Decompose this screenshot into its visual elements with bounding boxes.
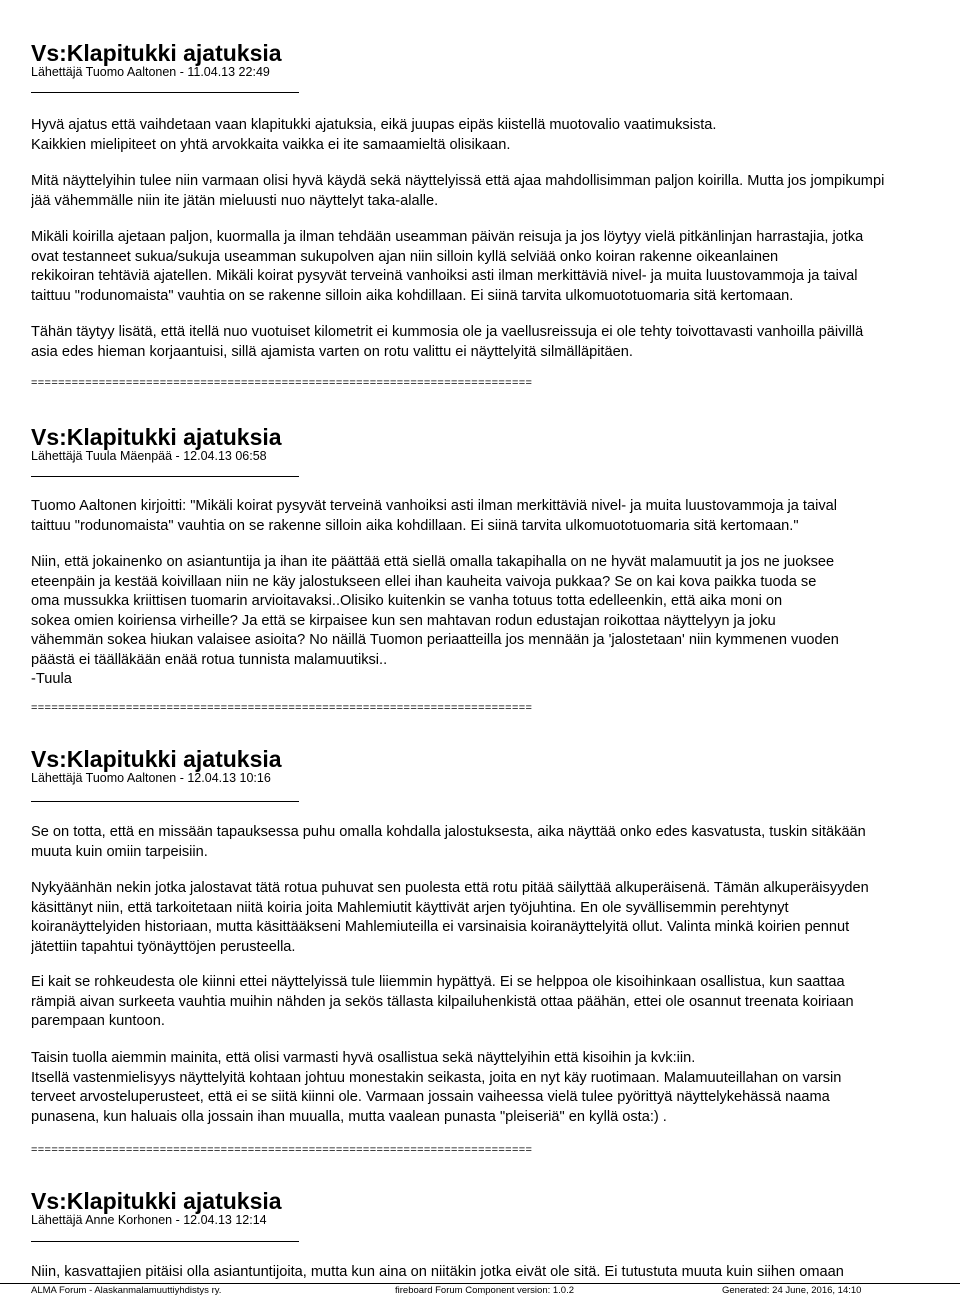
text-line: asia edes hieman korjaantuisi, sillä ajamista varten on rotu valittu ei näyttelyitä silmälläpitäen. [31, 343, 633, 360]
text-line: eteenpäin ja kestää koivillaan niin ne käy jalostukseen ellei ihan kauheita vaivoja pukkaa? Se on kai kova paikka tuoda se [31, 573, 817, 590]
text-line: Mitä näyttelyihin tulee niin varmaan olisi hyvä käydä sekä näyttelyissä että ajaa mahdollisimman paljon koirilla. Mutta jos jompikumpi [31, 173, 885, 189]
post-title: Vs:Klapitukki ajatuksia [31, 746, 282, 772]
text-line: Kaikkien mielipiteet on yhtä arvokkaita vaikka ei ite samaamieltä olisikaan. [31, 136, 511, 153]
text-line: parempaan kuntoon. [31, 1013, 165, 1029]
post-paragraph [31, 823, 960, 862]
text-line: Tähän täytyy lisätä, että itellä nuo vuotuiset kilometrit ei kummosia ole ja vaellusreissuja ei ole tehty toivottavasti vanhoilla päivillä [31, 324, 864, 340]
title-divider [31, 92, 299, 93]
text-line: Taisin tuolla aiemmin mainita, että olisi varmasti hyvä osallistua sekä näyttelyihin että kisoihin ja kvk:iin. [31, 1050, 696, 1066]
post-separator: ========================================================================== [31, 702, 533, 714]
post-paragraph [31, 879, 960, 957]
post-title: Vs:Klapitukki ajatuksia [31, 40, 282, 66]
post-meta: Lähettäjä Tuomo Aaltonen - 11.04.13 22:49 [31, 65, 270, 79]
text-line: päästä ei täälläkään enää rotua tunnista malamuutiksi.. [31, 651, 388, 668]
text-line: koiranäyttelyiden historiaan, mutta käsittääkseni Mahlemiuteilla ei varsinaisia koiranäyttelyitä ollut. Valinta minkä koirien pennut [31, 919, 850, 935]
text-line: käsittänyt niin, että tarkoitetaan niitä koiria joita Mahlemiutit käyttivät arjen työjuhtina. En ole syvällisemmin perehtynyt [31, 899, 789, 916]
text-line: Se on totta, että en missään tapauksessa puhu omalla kohdalla jalostuksesta, aika näyttää onko edes kasvatusta, tuskin sitäkään [31, 824, 866, 840]
text-line: muuta kuin omiin tarpeisiin. [31, 843, 208, 860]
text-line: Niin, kasvattajien pitäisi olla asiantuntijoita, mutta kun aina on niitäkin jotka eivät ole sitä. Ei tutustuta muuta kuin siihen omaan [31, 1264, 844, 1280]
title-divider [31, 1241, 299, 1242]
title-divider [31, 801, 299, 802]
post-paragraph [31, 1263, 960, 1283]
text-line: taittuu "rodunomaista" vauhtia on se rakenne silloin aika kohdillaan. Ei siinä tarvita ulkomuototuomaria sitä kertomaan. [31, 287, 794, 304]
text-line: Itsellä vastenmielisyys näyttelyitä kohtaan johtuu monestakin seikasta, joita en nyt käy ruotimaan. Malamuuteillahan on varsin [31, 1069, 842, 1086]
forum-post [31, 1188, 960, 1280]
post-meta: Lähettäjä Tuula Mäenpää - 12.04.13 06:58 [31, 449, 267, 463]
post-paragraph [31, 323, 960, 362]
text-line: Ei kait se rohkeudesta ole kiinni ettei näyttelyissä tule liiemmin hypättyä. Ei se helppoa ole kisoihinkaan osallistua, kun saattaa [31, 974, 845, 990]
page-footer [0, 1283, 960, 1298]
title-divider [31, 476, 299, 477]
post-paragraph [31, 116, 960, 155]
text-line: vähemmän sokea hiukan valaisee asioita? No näillä Tuomon periaatteilla jos mennään ja 'jalostetaan' niin kymmenen vuoden [31, 632, 839, 648]
forum-post [31, 746, 960, 1156]
footer-component-version: fireboard Forum Component version: 1.0.2 [395, 1285, 575, 1296]
post-paragraph [31, 973, 960, 1032]
post-separator: ========================================================================== [31, 1144, 533, 1156]
post-title: Vs:Klapitukki ajatuksia [31, 424, 282, 450]
text-line: ovat testanneet sukua/sukuja useamman sukupolven ajan niin silloin kyllä selviää onko koiran rakenne oikeanlainen [31, 248, 779, 265]
post-meta: Lähettäjä Tuomo Aaltonen - 12.04.13 10:16 [31, 771, 271, 785]
post-paragraph [31, 497, 960, 536]
text-line: sokea omien koiriensa virheille? Ja että se kirpaisee kun sen mahtavan rodun edustajan roikottaa näyttelyyn ja joku [31, 612, 776, 629]
text-line: jätettiin tapahtui työnäyttöjen perusteella. [31, 938, 296, 955]
text-line: Mikäli koirilla ajetaan paljon, kuormalla ja ilman tehdään useamman päivän reisuja ja jos löytyy vielä pitkänlinjan harrastajia, jotka [31, 229, 864, 245]
text-line: Niin, että jokainenko on asiantuntija ja ihan ite päättää että siellä omalla takapihalla on ne hyvät malamuutit ja jos ne juoksee [31, 554, 835, 570]
post-paragraph [31, 1049, 960, 1127]
post-paragraph [31, 172, 960, 211]
post-separator: ========================================================================== [31, 377, 533, 389]
text-line: jää vähemmälle niin ite jätän mieluusti nuo näyttelyt taka-alalle. [31, 192, 439, 209]
text-line: rekikoiran tehtäviä ajatellen. Mikäli koirat pysyvät terveinä vanhoiksi asti ilman merkittäviä nivel- ja muita luustovammoja ja taival [31, 268, 858, 284]
text-line: taittuu "rodunomaista" vauhtia on se rakenne silloin aika kohdillaan. Ei siinä tarvita ulkomuototuomaria sitä kertomaan." [31, 517, 799, 534]
post-title: Vs:Klapitukki ajatuksia [31, 1188, 282, 1214]
text-line: punasena, kun haluais olla jossain ihan muualla, mutta vaalean punasta "pleiseriä" en kyllä osta:) . [31, 1108, 667, 1125]
text-line: Tuomo Aaltonen kirjoitti: "Mikäli koirat pysyvät terveinä vanhoiksi asti ilman merkittäviä nivel- ja muita luustovammoja ja taival [31, 498, 837, 514]
footer-generated-date: Generated: 24 June, 2016, 14:10 [722, 1285, 862, 1296]
text-line: oma mussukka kriittisen tuomarin arvioitavaksi..Olisiko kuitenkin se vanha totuus totta edelleenkin, että aika moni on [31, 593, 783, 609]
text-line: -Tuula [31, 671, 72, 687]
forum-post [31, 424, 960, 714]
text-line: rämpiä aivan surkeeta vauhtia muihin nähden ja sekös tällasta kilpailuhenkistä ottaa päähän, ettei ole osannut treenata koiriaan [31, 993, 854, 1010]
footer-site-name: ALMA Forum - Alaskanmalamuuttiyhdistys ry. [31, 1285, 222, 1296]
post-meta: Lähettäjä Anne Korhonen - 12.04.13 12:14 [31, 1213, 267, 1227]
text-line: Nykyäänhän nekin jotka jalostavat tätä rotua puhuvat sen puolesta että rotu pitää säilyttää alkuperäisenä. Tämän alkuperäisyyden [31, 880, 869, 896]
text-line: terveet arvosteluperusteet, että ei se siitä kiinni ole. Varmaan jossain vaiheessa vielä tulee pyörittyä näyttelykehässä naama [31, 1089, 830, 1105]
forum-post [31, 40, 960, 389]
post-paragraph [31, 553, 960, 690]
post-paragraph [31, 228, 960, 306]
text-line: Hyvä ajatus että vaihdetaan vaan klapitukki ajatuksia, eikä juupas eipäs kiistellä muotovalio vaatimuksista. [31, 117, 717, 133]
